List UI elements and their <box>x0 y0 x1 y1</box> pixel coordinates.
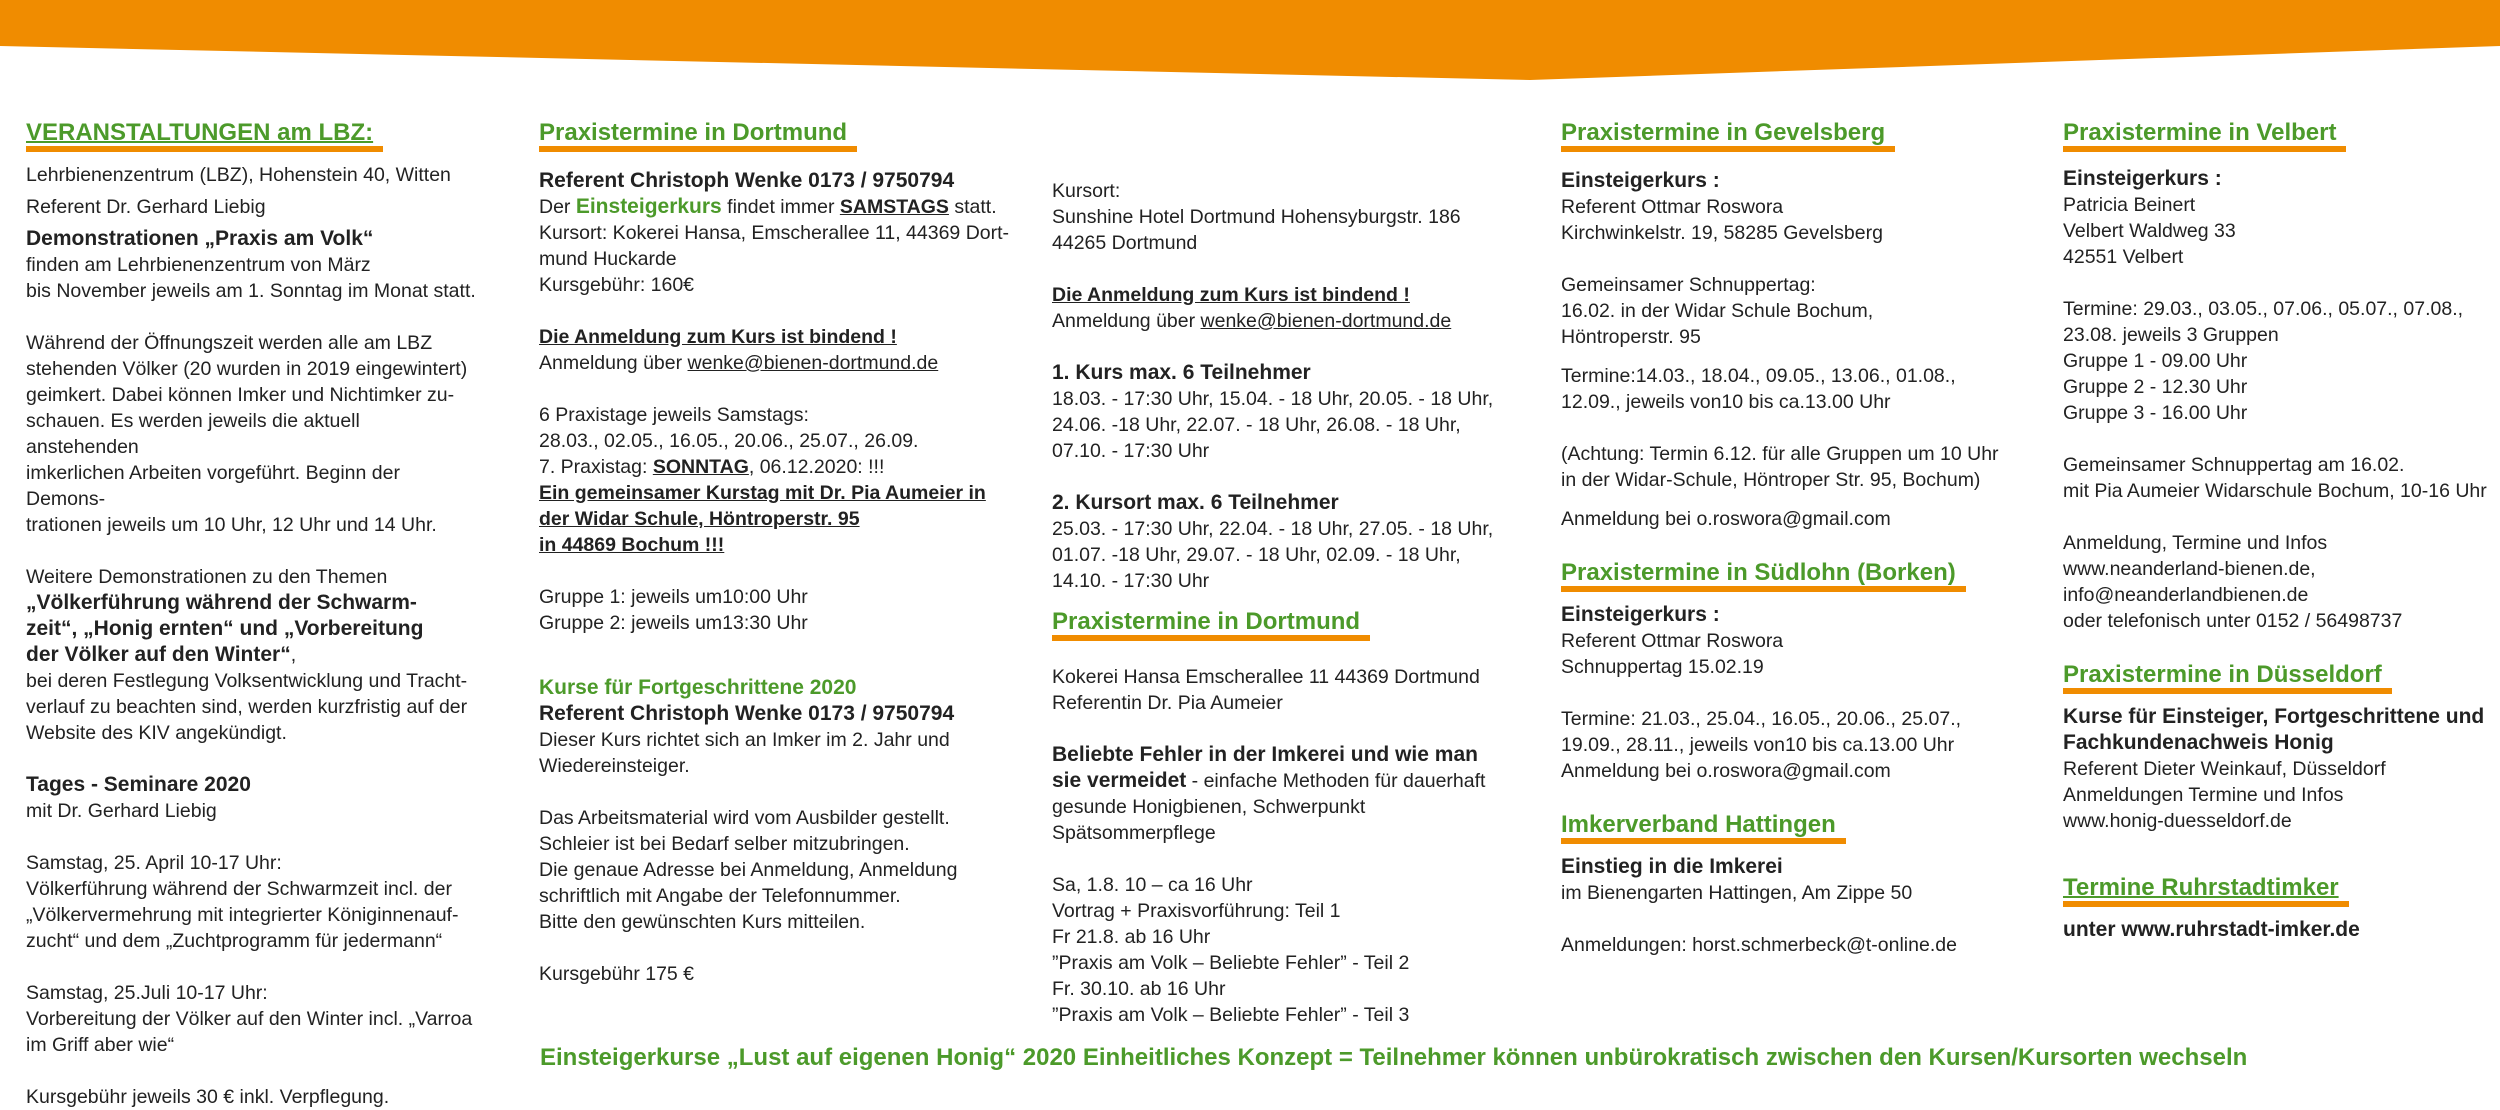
text-line: Termine: 29.03., 03.05., 07.06., 05.07., 07.08., <box>2063 298 2464 320</box>
advanced-heading: Kurse für Fortgeschrittene 2020 <box>539 676 857 699</box>
text-line: Sunshine Hotel Dortmund Hohensyburgstr. 186 <box>1052 206 1461 228</box>
text-line: Samstag, 25.Juli 10-17 Uhr: <box>26 982 268 1004</box>
text-line: Höntroperstr. 95 <box>1561 326 1701 348</box>
text-line: im Bienengarten Hattingen, Am Zippe 50 <box>1561 882 1913 904</box>
heading-veranstaltungen: VERANSTALTUNGEN am LBZ: <box>26 118 383 148</box>
schedule-line: ”Praxis am Volk – Beliebte Fehler” - Teil 3 <box>1052 1004 1410 1026</box>
text-line: Wiedereinsteiger. <box>539 755 690 777</box>
text-line: in 44869 Bochum !!! <box>539 534 725 556</box>
course-heading: Fachkundenachweis Honig <box>2063 731 2334 754</box>
text-line: der Widar Schule, Höntroperstr. 95 <box>539 508 860 530</box>
course-heading: 1. Kurs max. 6 Teilnehmer <box>1052 361 1311 384</box>
text-line: in der Widar-Schule, Höntroper Str. 95, Bochum) <box>1561 469 1981 491</box>
einsteigerkurs-label: Einsteigerkurs <box>575 195 722 218</box>
text-line: Bitte den gewünschten Kurs mitteilen. <box>539 911 866 933</box>
column-lbz <box>26 118 476 1110</box>
text-part: statt. <box>948 196 997 218</box>
topic-line: „Völkerführung während der Schwarm- <box>26 591 417 614</box>
text-line: schauen. Es werden jeweils die aktuell anstehenden <box>26 410 360 458</box>
text-line: zucht“ und dem „Zuchtprogramm für jedermann“ <box>26 930 443 952</box>
text-line: Während der Öffnungszeit werden alle am LBZ <box>26 332 433 354</box>
text-part: findet immer <box>721 196 840 218</box>
text-part: Anmeldung über <box>539 352 688 374</box>
text-part: , 06.12.2020: !!! <box>748 456 885 478</box>
schedule-line: Sa, 1.8. 10 – ca 16 Uhr <box>1052 874 1253 896</box>
topic-line-bold: der Völker auf den Winter“ <box>26 643 291 666</box>
text-line: Ein gemeinsamer Kurstag mit Dr. Pia Aumeier in <box>539 482 986 504</box>
text-line: 14.10. - 17:30 Uhr <box>1052 570 1210 592</box>
text-line: Velbert Waldweg 33 <box>2063 220 2236 242</box>
schedule-line: Vortrag + Praxisvorführung: Teil 1 <box>1052 900 1341 922</box>
text-line: Patricia Beinert <box>2063 194 2196 216</box>
text-line: Referent Ottmar Roswora <box>1561 630 1784 652</box>
registration-line: Anmeldungen: horst.schmerbeck@t-online.de <box>1561 934 1957 956</box>
text-line: bei deren Festlegung Volksentwicklung und Tracht- <box>26 670 468 692</box>
text-part: Der <box>539 196 576 218</box>
text-line: stehenden Völker (20 wurden in 2019 eingewintert) <box>26 358 468 380</box>
sonntag-label: SONNTAG <box>652 456 749 478</box>
text-line: 16.02. in der Widar Schule Bochum, <box>1561 300 1874 322</box>
heading-praxistermine-dortmund: Praxistermine in Dortmund <box>539 118 857 148</box>
ruhrstadt-link[interactable]: unter www.ruhrstadt-imker.de <box>2063 918 2360 941</box>
heading-praxistermine-suedlohn: Praxistermine in Südlohn (Borken) <box>1561 558 1966 588</box>
text-line: 18.03. - 17:30 Uhr, 15.04. - 18 Uhr, 20.05. - 18 Uhr, <box>1052 388 1494 410</box>
einsteiger-heading: Einsteigerkurs : <box>1561 169 1720 192</box>
schedule-line: Fr. 30.10. ab 16 Uhr <box>1052 978 1226 1000</box>
text-line: bis November jeweils am 1. Sonntag im Monat statt. <box>26 280 476 302</box>
text-line: 6 Praxistage jeweils Samstags: <box>539 404 809 426</box>
text-line: Schnuppertag 15.02.19 <box>1561 656 1764 678</box>
hattingen-heading: Einstieg in die Imkerei <box>1561 855 1783 878</box>
text-line: Website des KIV angekündigt. <box>26 722 287 744</box>
text-line: oder telefonisch unter 0152 / 56498737 <box>2063 610 2403 632</box>
text-part: - einfache Methoden für dauerhaft <box>1186 770 1486 792</box>
location-line: Kokerei Hansa Emscherallee 11 44369 Dortmund <box>1052 666 1480 688</box>
text-line: Vorbereitung der Völker auf den Winter incl. „Varroa <box>26 1008 473 1030</box>
lbz-address: Lehrbienenzentrum (LBZ), Hohenstein 40, Witten <box>26 164 451 186</box>
text-line: Das Arbeitsmaterial wird vom Ausbilder gestellt. <box>539 807 950 829</box>
referent-line: Referentin Dr. Pia Aumeier <box>1052 692 1283 714</box>
text-line: Anmeldung bei o.roswora@gmail.com <box>1561 760 1891 782</box>
einsteiger-line <box>539 194 1019 220</box>
text-line: mund Huckarde <box>539 248 677 270</box>
heading-praxistermine-velbert: Praxistermine in Velbert <box>2063 118 2346 148</box>
text-line: 24.06. -18 Uhr, 22.07. - 18 Uhr, 26.08. - 18 Uhr, <box>1052 414 1461 436</box>
text-line: mit Pia Aumeier Widarschule Bochum, 10-16 Uhr <box>2063 480 2487 502</box>
text-line: schriftlich mit Angabe der Telefonnummer. <box>539 885 901 907</box>
text-line: geimkert. Dabei können Imker und Nichtimker zu- <box>26 384 455 406</box>
heading-praxistermine-dortmund-2: Praxistermine in Dortmund <box>1052 607 1370 637</box>
topic-line: Beliebte Fehler in der Imkerei und wie man <box>1052 743 1478 766</box>
text-line: Kursort: <box>1052 180 1121 202</box>
registration-line <box>1052 308 1532 334</box>
text-line: gesunde Honigbienen, Schwerpunkt Spätsommerpflege <box>1052 796 1366 844</box>
heading-praxistermine-gevelsberg: Praxistermine in Gevelsberg <box>1561 118 1895 148</box>
text-line: Gruppe 1 - 09.00 Uhr <box>2063 350 2248 372</box>
seminar-referent: mit Dr. Gerhard Liebig <box>26 800 217 822</box>
text-line: Anmeldungen Termine und Infos <box>2063 784 2344 806</box>
text-line: imkerlichen Arbeiten vorgeführt. Beginn der Demons- <box>26 462 400 510</box>
topic-line <box>1052 768 1532 794</box>
text-line: 19.09., 28.11., jeweils von10 bis ca.13.00 Uhr <box>1561 734 1955 756</box>
text-line: Referent Ottmar Roswora <box>1561 196 1784 218</box>
email-link[interactable]: info@neanderlandbienen.de <box>2063 584 2309 606</box>
text-part: Anmeldung über <box>1052 310 1201 332</box>
column-dortmund <box>539 118 1019 987</box>
topic-line: der Völker auf den Winter“, <box>26 643 297 666</box>
text-line: 25.03. - 17:30 Uhr, 22.04. - 18 Uhr, 27.05. - 18 Uhr, <box>1052 518 1494 540</box>
text-line: Völkerführung während der Schwarmzeit incl. der <box>26 878 452 900</box>
text-part: sie vermeidet <box>1052 769 1187 792</box>
heading-imkerverband-hattingen: Imkerverband Hattingen <box>1561 810 1846 840</box>
group-line: Gruppe 1: jeweils um10:00 Uhr <box>539 586 808 608</box>
fee-line: Kursgebühr: 160€ <box>539 274 695 296</box>
text-line: „Völkervermehrung mit integrierter Königinnenauf- <box>26 904 459 926</box>
text-line: Termine: 21.03., 25.04., 16.05., 20.06., 25.07., <box>1561 708 1962 730</box>
referent-line: Referent Christoph Wenke 0173 / 9750794 <box>539 702 955 725</box>
samstags-label: SAMSTAGS <box>839 196 949 218</box>
text-line: Referent Dieter Weinkauf, Düsseldorf <box>2063 758 2386 780</box>
text-line: Termine:14.03., 18.04., 09.05., 13.06., 01.08., <box>1561 365 1956 387</box>
text-line <box>539 454 1019 480</box>
schedule-line: ”Praxis am Volk – Beliebte Fehler” - Teil 2 <box>1052 952 1410 974</box>
text-line: (Achtung: Termin 6.12. für alle Gruppen um 10 Uhr <box>1561 443 1999 465</box>
text-line: Anmeldung, Termine und Infos <box>2063 532 2328 554</box>
text-line: Die genaue Adresse bei Anmeldung, Anmeldung <box>539 859 958 881</box>
registration-line: Anmeldung bei o.roswora@gmail.com <box>1561 508 1891 530</box>
course-heading: 2. Kursort max. 6 Teilnehmer <box>1052 491 1339 514</box>
text-line: 42551 Velbert <box>2063 246 2184 268</box>
website-link[interactable]: www.honig-duesseldorf.de <box>2063 810 2292 832</box>
text-line: Kursort: Kokerei Hansa, Emscherallee 11, 44369 Dort- <box>539 222 1010 244</box>
schedule-line: Fr 21.8. ab 16 Uhr <box>1052 926 1211 948</box>
text-line: Samstag, 25. April 10-17 Uhr: <box>26 852 282 874</box>
binding-notice: Die Anmeldung zum Kurs ist bindend ! <box>1052 284 1410 306</box>
group-line: Gruppe 2: jeweils um13:30 Uhr <box>539 612 808 634</box>
text-line: finden am Lehrbienenzentrum von März <box>26 254 371 276</box>
topic-line: zeit“, „Honig ernten“ und „Vorbereitung <box>26 617 424 640</box>
text-line: im Griff aber wie“ <box>26 1034 175 1056</box>
text-line: 07.10. - 17:30 Uhr <box>1052 440 1210 462</box>
text-line: 23.08. jeweils 3 Gruppen <box>2063 324 2279 346</box>
footer-banner-text: Einsteigerkurse „Lust auf eigenen Honig“ 2020 Einheitliches Konzept = Teilnehmer können unbürokratisch zwischen den Kursen/Kursorten wechseln <box>540 1044 2248 1071</box>
text-line: 44265 Dortmund <box>1052 232 1198 254</box>
text-line: Gemeinsamer Schnuppertag am 16.02. <box>2063 454 2405 476</box>
text-line: Weitere Demonstrationen zu den Themen <box>26 566 388 588</box>
lbz-referent: Referent Dr. Gerhard Liebig <box>26 196 266 218</box>
email-link[interactable]: wenke@bienen-dortmund.de <box>687 352 939 374</box>
text-line: 01.07. -18 Uhr, 29.07. - 18 Uhr, 02.09. - 18 Uhr, <box>1052 544 1461 566</box>
registration-line <box>539 350 1019 376</box>
text-line: trationen jeweils um 10 Uhr, 12 Uhr und 14 Uhr. <box>26 514 437 536</box>
website-link[interactable]: www.neanderland-bienen.de, <box>2063 558 2316 580</box>
referent-line: Referent Christoph Wenke 0173 / 9750794 <box>539 169 955 192</box>
einsteiger-heading: Einsteigerkurs : <box>1561 603 1720 626</box>
text-line: Schleier ist bei Bedarf selber mitzubringen. <box>539 833 910 855</box>
text-line: verlauf zu beachten sind, werden kurzfristig auf der <box>26 696 468 718</box>
heading-praxistermine-duesseldorf: Praxistermine in Düsseldorf <box>2063 660 2392 690</box>
text-line: 12.09., jeweils von10 bis ca.13.00 Uhr <box>1561 391 1891 413</box>
text-line: Dieser Kurs richtet sich an Imker im 2. Jahr und <box>539 729 950 751</box>
email-link[interactable]: wenke@bienen-dortmund.de <box>1200 310 1452 332</box>
binding-notice: Die Anmeldung zum Kurs ist bindend ! <box>539 326 897 348</box>
text-line: Kirchwinkelstr. 19, 58285 Gevelsberg <box>1561 222 1883 244</box>
seminar-heading: Tages - Seminare 2020 <box>26 773 251 796</box>
text-line: Gruppe 3 - 16.00 Uhr <box>2063 402 2248 424</box>
fee-line: Kursgebühr 175 € <box>539 963 695 985</box>
demo-heading: Demonstrationen „Praxis am Volk“ <box>26 227 374 250</box>
column-dortmund-2 <box>1052 178 1532 1028</box>
einsteiger-heading: Einsteigerkurs : <box>2063 167 2222 190</box>
orange-header-banner <box>0 0 2500 80</box>
heading-termine-ruhrstadtimker: Termine Ruhrstadtimker <box>2063 873 2349 903</box>
course-heading: Kurse für Einsteiger, Fortgeschrittene und <box>2063 705 2485 728</box>
text-line: 28.03., 02.05., 16.05., 20.06., 25.07., 26.09. <box>539 430 919 452</box>
text-part: 7. Praxistag: <box>539 456 653 478</box>
seminar-fee: Kursgebühr jeweils 30 € inkl. Verpflegung. <box>26 1086 390 1108</box>
column-gevelsberg <box>1561 118 2061 958</box>
column-velbert <box>2063 118 2493 943</box>
text-line: Gemeinsamer Schnuppertag: <box>1561 274 1816 296</box>
text-line: Gruppe 2 - 12.30 Uhr <box>2063 376 2248 398</box>
